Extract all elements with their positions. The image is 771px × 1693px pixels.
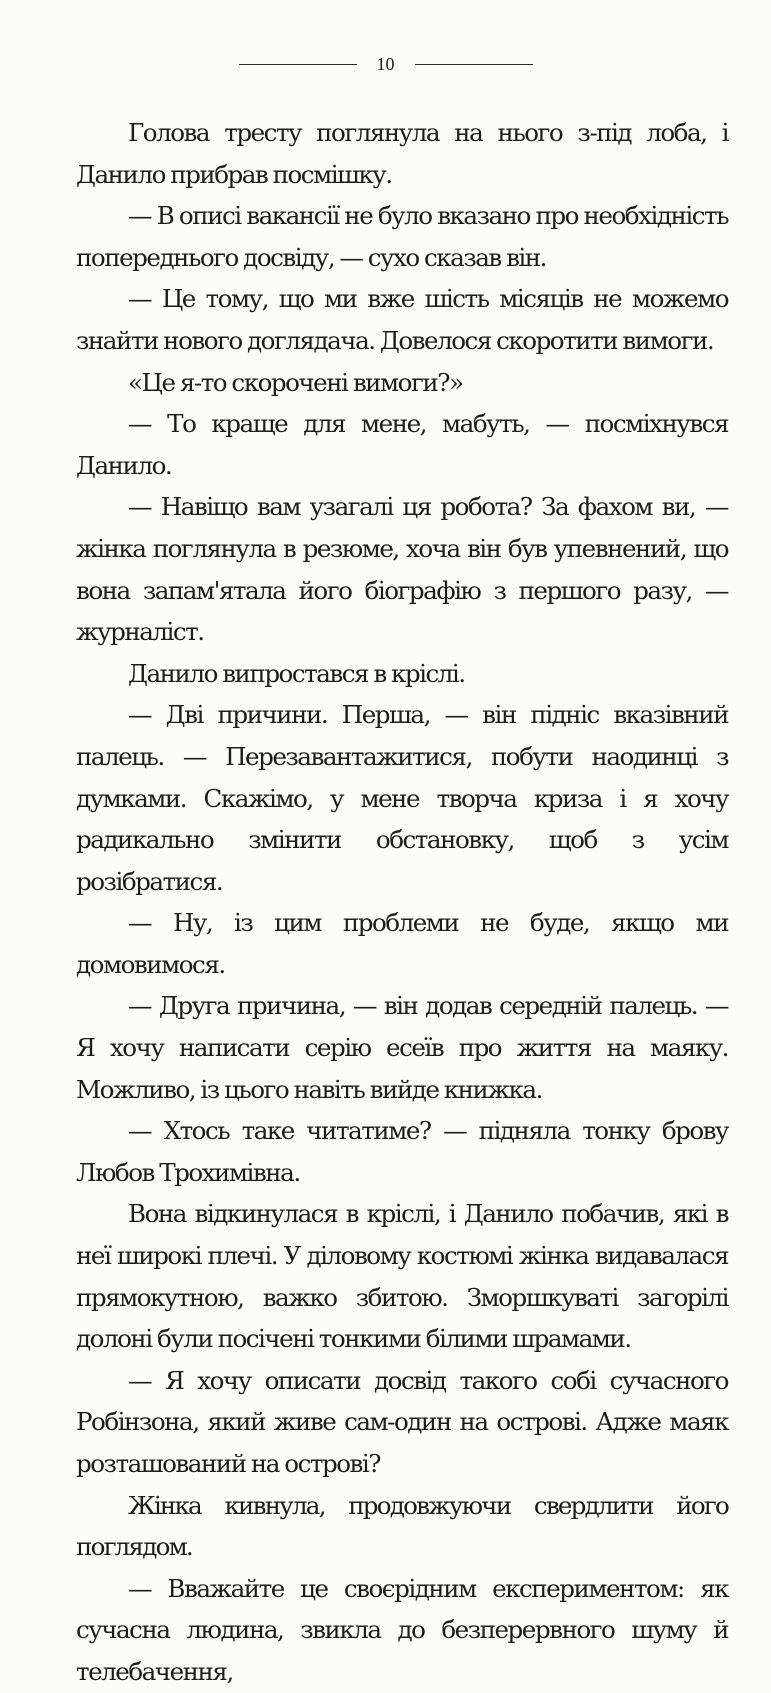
paragraph: — То краще для мене, мабуть, — посміхнувся Данило. [76, 409, 728, 480]
paragraph: Голова тресту поглянула на нього з-під лоба, і Данило прибрав посмішку. [76, 118, 728, 189]
paragraph: Жінка кивнула, продовжуючи свердлити його поглядом. [76, 1490, 728, 1562]
paragraph: — Навіщо вам узагалі ця робота? За фахом ви, — жінка поглянула в резюме, хоча він був упевнений, що вона запам'ятала його біографію з першого разу, — журналіст. [76, 492, 728, 647]
paragraph: — Я хочу описати досвід такого собі сучасного Робінзона, який живе сам-один на острові. Адже маяк розташований на острові? [76, 1365, 728, 1478]
paragraph: «Це я-то скорочені вимоги?» [128, 367, 463, 397]
paragraph: — В описі вакансії не було вказано про необхідність попереднього досвіду, — сухо сказав він. [76, 201, 728, 272]
body-text [76, 112, 728, 1693]
paragraph: Данило випростався в кріслі. [128, 658, 465, 688]
header-rule-left [239, 64, 357, 65]
page-number: 10 [376, 53, 395, 74]
header-rule-right [415, 64, 533, 65]
paragraph: — Ну, із цим проблеми не буде, якщо ми домовимося. [76, 908, 728, 979]
paragraph: — Друга причина, — він додав середній палець. — Я хочу написати серію есеїв про життя на маяку. Можливо, із цього навіть вийде книжка. [76, 991, 728, 1104]
paragraph: — Це тому, що ми вже шість місяців не можемо знайти нового доглядача. Довелося скоротити вимоги. [76, 284, 728, 355]
paragraph: — Вважайте це своєрідним експериментом: як сучасна людина, звикла до безперервного шуму й телебачення, [76, 1573, 728, 1686]
paragraph: — Хтось таке читатиме? — підняла тонку брову Любов Трохимівна. [76, 1116, 728, 1187]
paragraph: — Дві причини. Перша, — він підніс вказівний палець. — Перезавантажитися, побути наодинці з думками. Скажімо, у мене творча криза і я хочу радикально змінити обстановку, щоб з усім розібратися. [76, 700, 728, 896]
page-header [0, 50, 771, 78]
paragraph: Вона відкинулася в кріслі, і Данило побачив, які в неї широкі плечі. У діловому костюмі жінка видавалася прямокутною, важко збитою. Зморшкуваті загорілі долоні були посічені тонкими білими шрамами. [76, 1199, 728, 1354]
